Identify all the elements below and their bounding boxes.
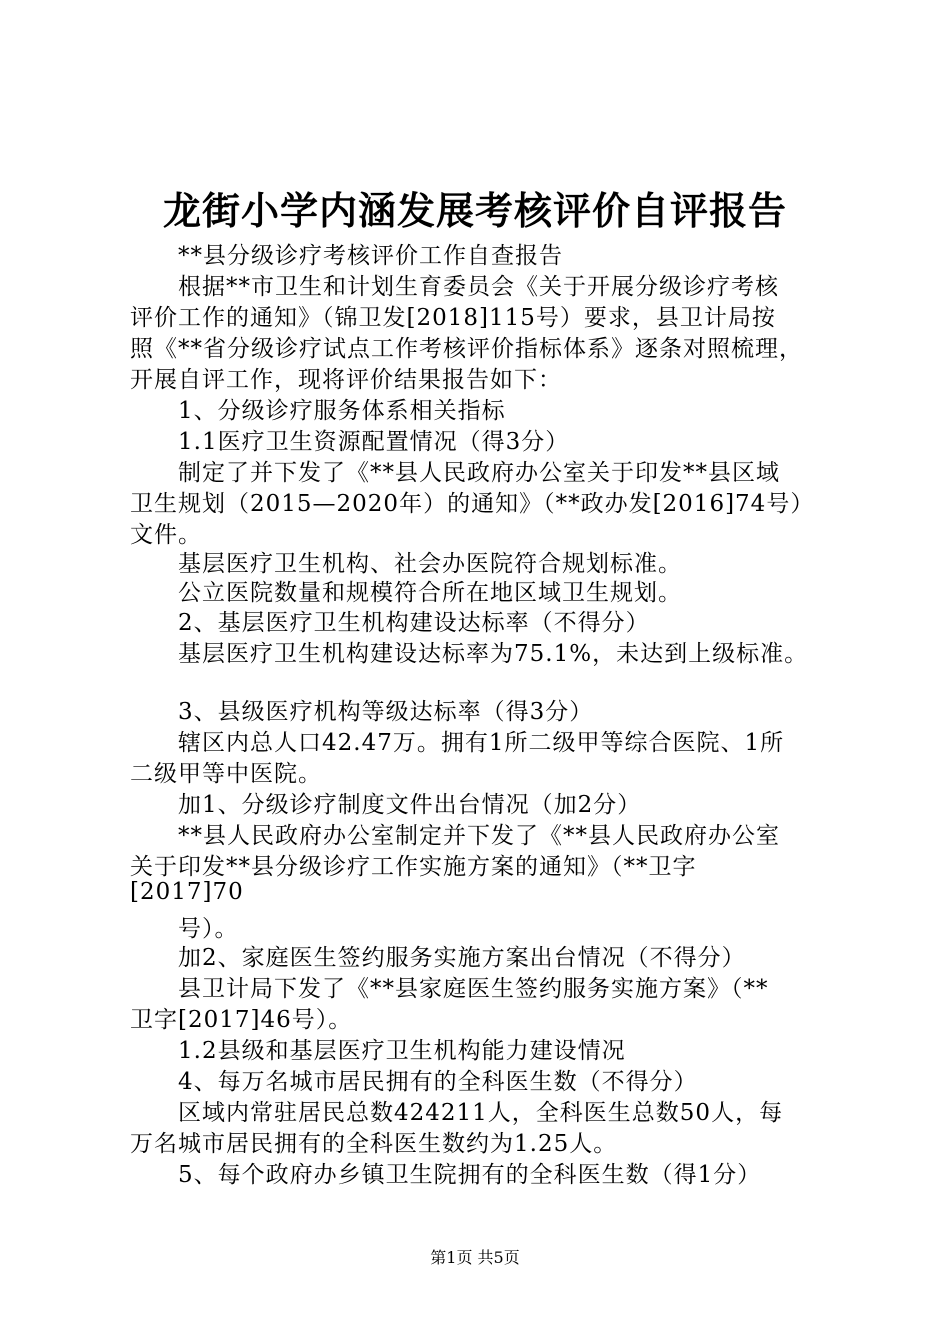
paragraph-line: 号）。 (178, 916, 239, 942)
paragraph-line: 文件。 (130, 522, 202, 548)
paragraph-line: **县人民政府办公室制定并下发了《**县人民政府办公室 (178, 823, 780, 849)
paragraph-line: 开展自评工作，现将评价结果报告如下： (130, 367, 562, 393)
subsection-heading: 1.2县级和基层医疗卫生机构能力建设情况 (178, 1038, 626, 1064)
paragraph-line: [2017]70 (130, 879, 244, 905)
paragraph-line: 制定了并下发了《**县人民政府办公室关于印发**县区域 (178, 460, 780, 486)
paragraph-line: 卫生规划（2015—2020年）的通知》（**政办发[2016]74号） (130, 491, 815, 517)
section-heading: 2、基层医疗卫生机构建设达标率（不得分） (178, 610, 650, 636)
section-heading: 5、每个政府办乡镇卫生院拥有的全科医生数（得1分） (178, 1162, 762, 1188)
paragraph-line: 辖区内总人口42.47万。拥有1所二级甲等综合医院、1所 (178, 730, 785, 756)
section-heading: 4、每万名城市居民拥有的全科医生数（不得分） (178, 1069, 698, 1095)
paragraph-line: 二级甲等中医院。 (130, 761, 322, 787)
paragraph-line: 关于印发**县分级诊疗工作实施方案的通知》（**卫字 (130, 854, 697, 880)
paragraph-line: 照《**省分级诊疗试点工作考核评价指标体系》逐条对照梳理， (130, 336, 803, 362)
section-heading: 加1、分级诊疗制度文件出台情况（加2分） (178, 792, 642, 818)
paragraph-line: 根据**市卫生和计划生育委员会《关于开展分级诊疗考核 (178, 274, 779, 300)
paragraph-line: 评价工作的通知》（锦卫发[2018]115号）要求，县卫计局按 (130, 305, 776, 331)
subtitle-line: **县分级诊疗考核评价工作自查报告 (178, 243, 563, 269)
paragraph-line: 县卫计局下发了《**县家庭医生签约服务实施方案》（** (178, 976, 769, 1002)
paragraph-line: 公立医院数量和规模符合所在地区域卫生规划。 (178, 580, 682, 606)
section-heading: 加2、家庭医生签约服务实施方案出台情况（不得分） (178, 945, 746, 971)
section-heading: 1、分级诊疗服务体系相关指标 (178, 398, 506, 424)
paragraph-line: 区域内常驻居民总数424211人，全科医生总数50人，每 (178, 1100, 784, 1126)
paragraph-line: 基层医疗卫生机构建设达标率为75.1%，未达到上级标准。 (178, 641, 809, 667)
subsection-heading: 1.1医疗卫生资源配置情况（得3分） (178, 429, 570, 455)
document-title: 龙街小学内涵发展考核评价自评报告 (162, 188, 787, 233)
page-number-footer: 第1页 共5页 (430, 1248, 520, 1267)
paragraph-line: 万名城市居民拥有的全科医生数约为1.25人。 (130, 1131, 618, 1157)
paragraph-line: 基层医疗卫生机构、社会办医院符合规划标准。 (178, 551, 682, 577)
paragraph-line: 卫字[2017]46号）。 (130, 1007, 353, 1033)
section-heading: 3、县级医疗机构等级达标率（得3分） (178, 699, 594, 725)
